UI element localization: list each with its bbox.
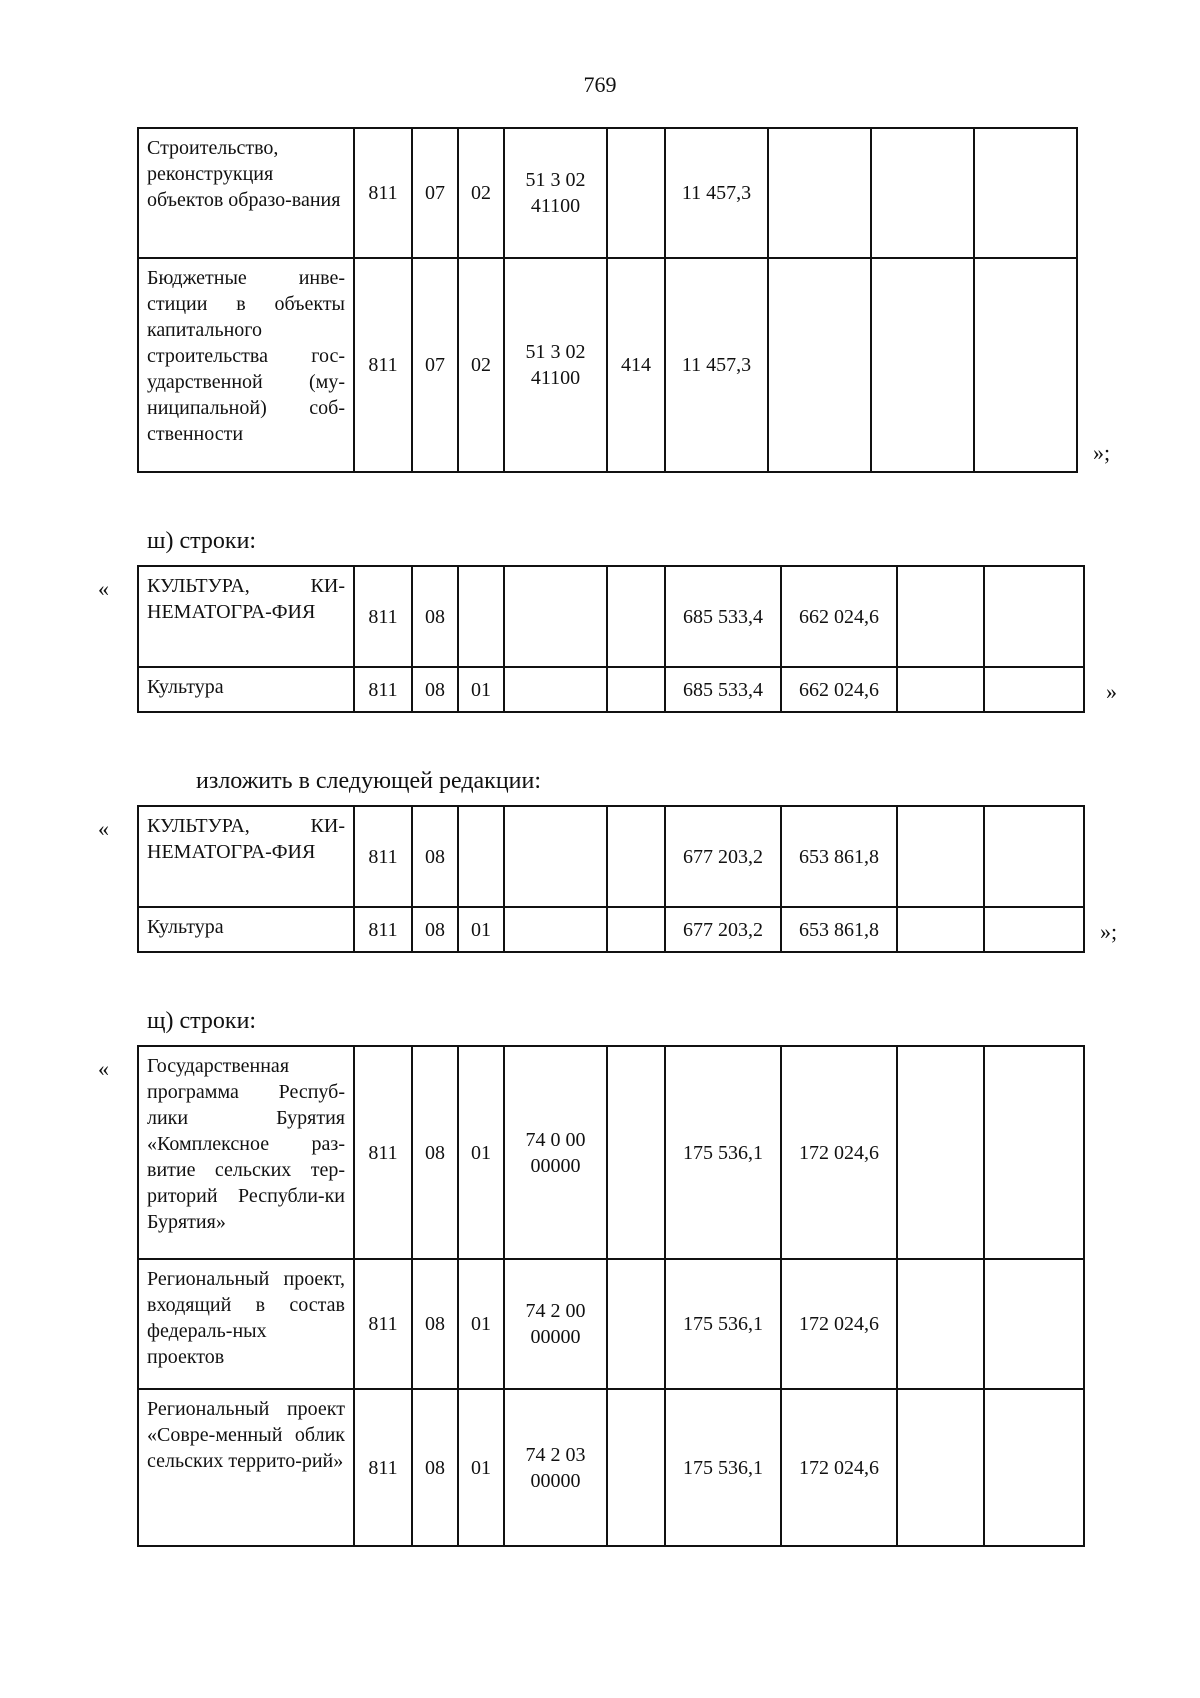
target-article-code [504, 566, 607, 667]
amount-1: 175 536,1 [665, 1259, 781, 1389]
amount-2: 653 861,8 [781, 806, 897, 907]
section-code: 08 [412, 667, 458, 712]
ministry-code: 811 [354, 806, 412, 907]
subsection-code: 01 [458, 1259, 504, 1389]
opening-quote: « [98, 1056, 109, 1081]
amount-2: 172 024,6 [781, 1259, 897, 1389]
amount-3 [897, 907, 984, 952]
table-row [138, 806, 1084, 907]
target-article-code [504, 667, 607, 712]
section-code: 08 [412, 1046, 458, 1259]
amount-1: 677 203,2 [665, 907, 781, 952]
amount-3 [897, 1259, 984, 1389]
subsection-code [458, 806, 504, 907]
expense-type-code [607, 1259, 665, 1389]
amount-4 [984, 1389, 1084, 1546]
subsection-code: 02 [458, 128, 504, 258]
table-row [138, 1259, 1084, 1389]
amount-1: 685 533,4 [665, 667, 781, 712]
target-article-code: 74 2 03 00000 [504, 1389, 607, 1546]
section-code: 07 [412, 128, 458, 258]
section-code: 08 [412, 907, 458, 952]
row-name: Государственная программа Респуб-лики Бурятия «Комплексное раз-витие сельских тер-риторий Республи-ки Бурятия» [138, 1046, 354, 1259]
section-code: 08 [412, 1259, 458, 1389]
row-name: КУЛЬТУРА, КИ-НЕМАТОГРА-ФИЯ [138, 806, 354, 907]
table-row [138, 128, 1077, 258]
amount-4 [974, 128, 1077, 258]
amount-4 [984, 1046, 1084, 1259]
target-article-code: 74 0 00 00000 [504, 1046, 607, 1259]
amount-1: 11 457,3 [665, 128, 768, 258]
row-name: Региональный проект, входящий в состав федераль-ных проектов [138, 1259, 354, 1389]
amount-4 [984, 566, 1084, 667]
expense-type-code [607, 128, 665, 258]
budget-table-education [137, 127, 1078, 473]
expense-type-code [607, 1046, 665, 1259]
subsection-code [458, 566, 504, 667]
target-article-code: 51 3 02 41100 [504, 128, 607, 258]
row-name: Региональный проект «Совре-менный облик сельских террито-рий» [138, 1389, 354, 1546]
expense-type-code [607, 1389, 665, 1546]
ministry-code: 811 [354, 1259, 412, 1389]
ministry-code: 811 [354, 128, 412, 258]
closing-quote: »; [1093, 440, 1111, 465]
closing-quote: »; [1100, 919, 1118, 944]
ministry-code: 811 [354, 667, 412, 712]
table-row [138, 566, 1084, 667]
amount-2: 172 024,6 [781, 1389, 897, 1546]
amount-3 [897, 667, 984, 712]
ministry-code: 811 [354, 907, 412, 952]
expense-type-code [607, 667, 665, 712]
subsection-code: 01 [458, 1389, 504, 1546]
section-heading-sch: щ) строки: [147, 1008, 257, 1034]
amount-3 [897, 1046, 984, 1259]
table-row [138, 1389, 1084, 1546]
ministry-code: 811 [354, 566, 412, 667]
expense-type-code [607, 907, 665, 952]
subsection-code: 02 [458, 258, 504, 472]
opening-quote: « [98, 816, 109, 841]
amount-1: 11 457,3 [665, 258, 768, 472]
amount-3 [871, 258, 974, 472]
amount-2: 662 024,6 [781, 566, 897, 667]
amount-2 [768, 128, 871, 258]
row-name: Строительство, реконструкция объектов образо-вания [138, 128, 354, 258]
section-heading-sh: ш) строки: [147, 528, 257, 554]
amount-1: 175 536,1 [665, 1389, 781, 1546]
ministry-code: 811 [354, 1389, 412, 1546]
amount-2: 653 861,8 [781, 907, 897, 952]
closing-quote: » [1106, 679, 1117, 704]
amount-1: 677 203,2 [665, 806, 781, 907]
target-article-code: 74 2 00 00000 [504, 1259, 607, 1389]
target-article-code: 51 3 02 41100 [504, 258, 607, 472]
amount-2: 172 024,6 [781, 1046, 897, 1259]
expense-type-code: 414 [607, 258, 665, 472]
page-number: 769 [583, 72, 617, 97]
row-name: КУЛЬТУРА, КИ-НЕМАТОГРА-ФИЯ [138, 566, 354, 667]
table-row [138, 667, 1084, 712]
amount-1: 175 536,1 [665, 1046, 781, 1259]
opening-quote: « [98, 576, 109, 601]
section-heading-new-wording: изложить в следующей редакции: [196, 768, 542, 794]
amount-3 [897, 806, 984, 907]
ministry-code: 811 [354, 1046, 412, 1259]
section-code: 08 [412, 806, 458, 907]
target-article-code [504, 806, 607, 907]
amount-4 [984, 806, 1084, 907]
row-name: Культура [138, 907, 354, 952]
amount-2: 662 024,6 [781, 667, 897, 712]
table-row [138, 258, 1077, 472]
expense-type-code [607, 806, 665, 907]
amount-1: 685 533,4 [665, 566, 781, 667]
amount-2 [768, 258, 871, 472]
amount-4 [984, 667, 1084, 712]
row-name: Культура [138, 667, 354, 712]
amount-3 [871, 128, 974, 258]
subsection-code: 01 [458, 907, 504, 952]
target-article-code [504, 907, 607, 952]
budget-table-culture-new [137, 805, 1085, 953]
subsection-code: 01 [458, 667, 504, 712]
subsection-code: 01 [458, 1046, 504, 1259]
section-code: 08 [412, 1389, 458, 1546]
ministry-code: 811 [354, 258, 412, 472]
amount-3 [897, 566, 984, 667]
amount-4 [984, 907, 1084, 952]
budget-table-rural-program [137, 1045, 1085, 1547]
table-row [138, 907, 1084, 952]
row-name: Бюджетные инве-стиции в объекты капитального строительства гос-ударственной (му-ниципальной) соб-ственности [138, 258, 354, 472]
amount-4 [974, 258, 1077, 472]
amount-4 [984, 1259, 1084, 1389]
amount-3 [897, 1389, 984, 1546]
expense-type-code [607, 566, 665, 667]
section-code: 08 [412, 566, 458, 667]
budget-table-culture-old [137, 565, 1085, 713]
table-row [138, 1046, 1084, 1259]
section-code: 07 [412, 258, 458, 472]
